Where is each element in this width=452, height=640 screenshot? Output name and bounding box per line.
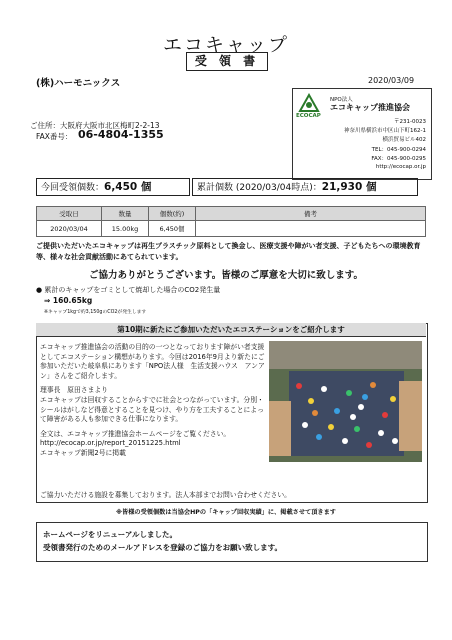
- fax-label: FAX番号：: [36, 132, 73, 141]
- footer-note: ※皆様の受領個数は当協会HPの「キャップ回収実績」に、掲載させて頂きます: [116, 509, 336, 516]
- renewal-box: [36, 522, 428, 562]
- table-row: [37, 221, 426, 237]
- eco-station-heading: 第10期に新たにご参加いただいたエコステーションをご紹介します: [36, 323, 426, 337]
- document-title: エコキャップ: [162, 34, 289, 56]
- received-count-label: 今回受領個数：: [41, 183, 105, 193]
- document-subtitle: 受 領 書: [186, 52, 268, 71]
- co2-value: ⇒ 160.65kg: [44, 296, 93, 305]
- renewal-line-2: 受領書発行のためのメールアドレスを登録のご協力をお願い致します。: [43, 543, 283, 552]
- station-paragraph-4: エコキャップ新聞2号に掲載: [40, 448, 126, 457]
- table-cell-weight: 15.00kg: [102, 221, 149, 237]
- receipt-table: [36, 206, 426, 237]
- station-report-link[interactable]: http://ecocap.or.jp/report_20151225.html: [40, 439, 181, 448]
- station-paragraph-1: エコキャップ推進協会の活動の目的の一つとなっております障がい者支援としてエコステーション構想があります。今回は2016年9月より新たにご参加いただいた岐阜県にあります「NPO法人様 生活支援ハウス アンアン」さんをご紹介します。: [40, 343, 265, 380]
- co2-note: ※キャップ1kgで約3,150gのCO2が発生します: [44, 310, 147, 315]
- table-header-date: 受取日: [37, 207, 102, 221]
- npo-label: NPO法人: [330, 97, 353, 103]
- received-count-box: [36, 178, 190, 196]
- issuer-address-2: 横浜貿易ビル402: [382, 137, 426, 143]
- table-cell-count: 6,450個: [149, 221, 196, 237]
- recipient-name: (株)ハーモニックス: [36, 78, 121, 89]
- co2-bullet-text: 累計のキャップをゴミとして焼却した場合のCO2発生量: [44, 286, 221, 294]
- received-count-value: 6,450 個: [104, 181, 152, 193]
- table-header-count: 個数(約): [149, 207, 196, 221]
- issuer-url: http://ecocap.or.jp: [375, 164, 426, 170]
- eco-station-text: [40, 343, 265, 459]
- table-cell-date: 2020/03/04: [37, 221, 102, 237]
- table-header-row: [37, 207, 426, 221]
- station-paragraph-2: エコキャップは回収することからすでに社会とつながっています。分別・シールはがしなど得意とすることを見つけ、やり方を工夫することによって障害がある人も参加できる仕事になります。: [40, 395, 264, 424]
- issuer-fax: FAX：045-900-0295: [371, 156, 426, 162]
- eco-station-photo: [269, 341, 422, 462]
- recipient-address: ご住所：大阪府大阪市北区梅町2-2-13: [30, 121, 160, 130]
- table-header-weight: 数量: [102, 207, 149, 221]
- usage-paragraph: ご提供いただいたエコキャップは再生プラスチック原料として換金し、医療支援や障がい者支援、子どもたちへの環境教育等、様々な社会貢献活動にあてられています。: [36, 242, 421, 261]
- station-paragraph-3: 全文は、エコキャップ推進協会ホームページをご覧ください。: [40, 429, 231, 438]
- co2-bullet: ● 累計のキャップをゴミとして焼却した場合のCO2発生量: [36, 286, 221, 294]
- issuer-tel: TEL：045-900-0294: [371, 147, 426, 153]
- thanks-message: ご協力ありがとうございます。皆様のご厚意を大切に致します。: [89, 270, 363, 281]
- table-cell-remarks: [196, 221, 426, 237]
- table-header-remarks: 備考: [196, 207, 426, 221]
- station-paragraph-2-title: 理事長 原田さまより: [40, 386, 108, 395]
- total-count-box: [192, 178, 418, 196]
- issue-date: 2020/03/09: [368, 76, 415, 85]
- total-count-value: 21,930 個: [321, 181, 377, 193]
- renewal-line-1: ホームページをリニューアルしました。: [43, 530, 178, 539]
- fax-number: 06-4804-1355: [78, 128, 164, 141]
- issuer-name: エコキャップ推進協会: [330, 103, 410, 112]
- total-count-label: 累計個数 (2020/03/04時点)：: [197, 183, 322, 193]
- issuer-postal: 〒231-0023: [394, 119, 426, 125]
- issuer-address-1: 神奈川県横浜市中区山下町162-1: [344, 128, 426, 134]
- ecocap-logo-icon: [298, 93, 320, 113]
- station-paragraph-5: ご協力いただける施設を募集しております。法人本部までお問い合わせください。: [40, 491, 291, 499]
- logo-caption: ECOCAP: [296, 113, 321, 119]
